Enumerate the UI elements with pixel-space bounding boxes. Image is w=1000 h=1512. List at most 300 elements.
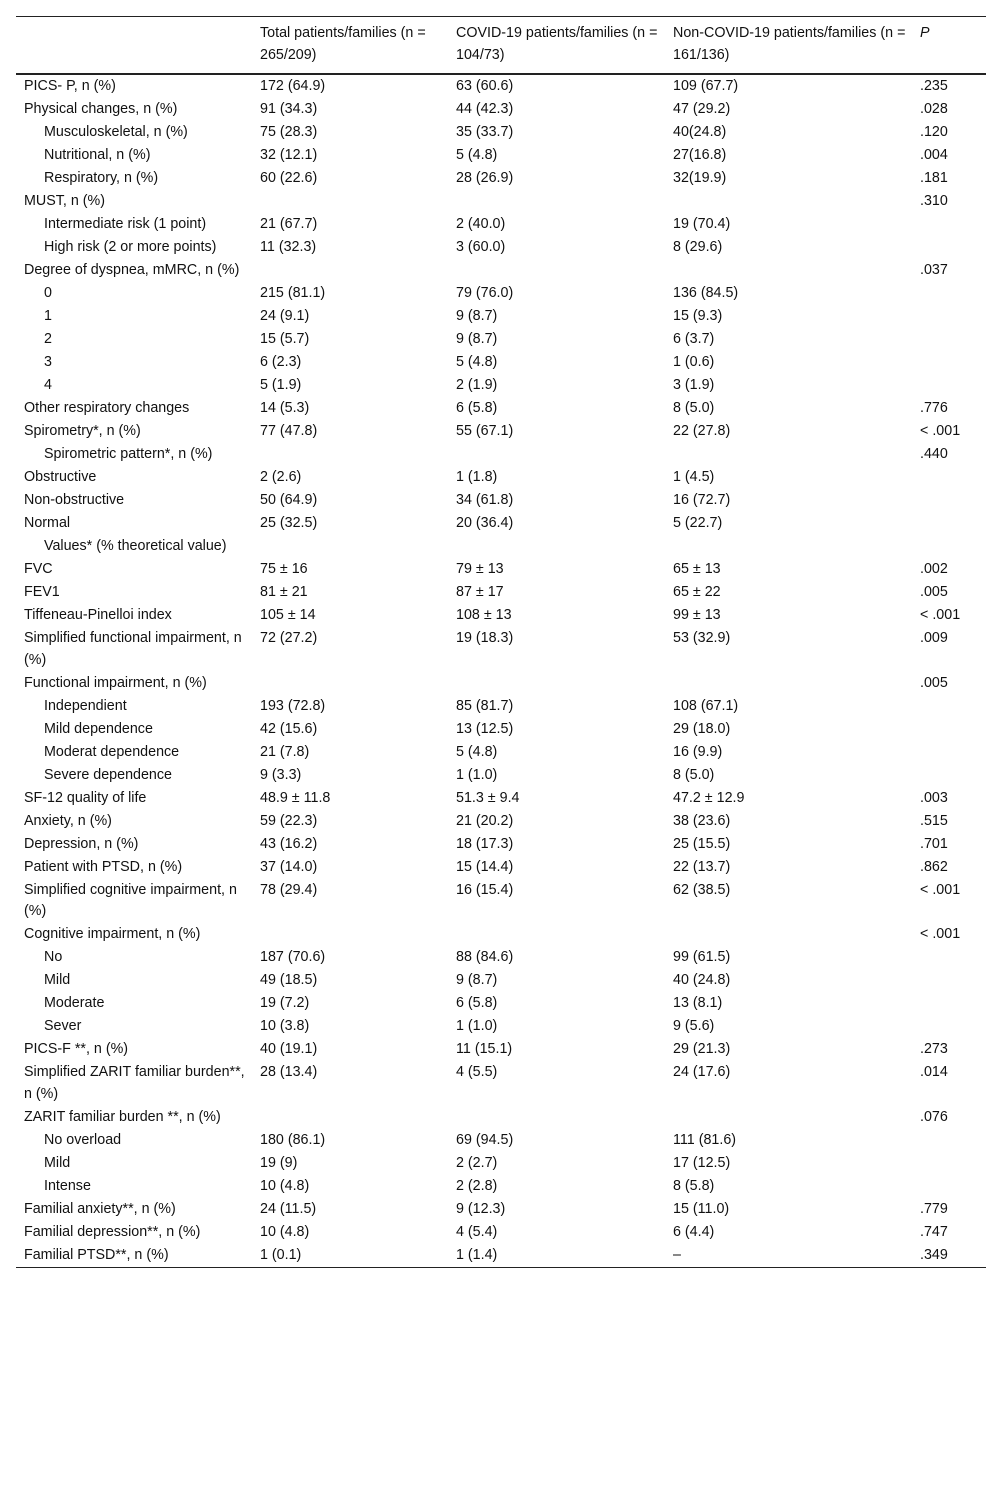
- cell-noncovid: 6 (3.7): [673, 331, 715, 347]
- cell-p-value: .515: [920, 812, 948, 829]
- row-label-text: Values* (% theoretical value): [44, 538, 227, 554]
- row-label: Anxiety, n (%): [24, 812, 112, 829]
- cell-p-value: < .001: [920, 607, 961, 623]
- cell-covid: 21 (20.2): [456, 812, 514, 829]
- cell-total: 75 (28.3): [260, 124, 318, 140]
- cell-total: 48.9 ± 11.8: [260, 789, 331, 806]
- row-label: Simplified cognitive impairment, n (%): [24, 881, 237, 919]
- table-row: [16, 1061, 986, 1106]
- cell-covid: 1 (1.4): [456, 1246, 498, 1263]
- cell-noncovid: 8 (29.6): [673, 239, 723, 255]
- table-row: [16, 581, 986, 604]
- cell-noncovid: 17 (12.5): [673, 1154, 731, 1171]
- cell-total: [252, 535, 448, 558]
- row-label-text: Spirometric pattern*, n (%): [44, 446, 213, 462]
- row-label: [16, 1129, 252, 1152]
- cell-covid: [448, 1106, 665, 1129]
- cell-noncovid: 27(16.8): [673, 147, 727, 163]
- table-row: [16, 1106, 986, 1129]
- row-label-text: Sever: [44, 1018, 82, 1034]
- row-label: [16, 167, 252, 190]
- cell-noncovid: 53 (32.9): [673, 630, 731, 646]
- cell-covid: 28 (26.9): [456, 170, 514, 186]
- cell-noncovid: 22 (13.7): [673, 858, 731, 875]
- cell-covid: 9 (8.7): [456, 308, 498, 324]
- row-label: [16, 374, 252, 397]
- cell-p-value: .076: [920, 1108, 948, 1125]
- row-label-text: Mild dependence: [44, 720, 153, 737]
- row-label: FEV1: [24, 584, 60, 600]
- cell-noncovid: 29 (21.3): [673, 1041, 731, 1057]
- cell-p-value: .120: [920, 124, 948, 140]
- table-row: [16, 512, 986, 535]
- table-row: [16, 833, 986, 856]
- cell-p-value: .005: [920, 584, 948, 600]
- row-label: Patient with PTSD, n (%): [24, 858, 183, 875]
- cell-total: 10 (4.8): [260, 1223, 310, 1240]
- cell-total: 40 (19.1): [260, 1041, 318, 1057]
- cell-covid: 1 (1.0): [456, 766, 498, 783]
- cell-covid: 69 (94.5): [456, 1131, 514, 1148]
- cell-covid: 44 (42.3): [456, 101, 514, 117]
- cell-total: 10 (4.8): [260, 1177, 310, 1194]
- table-row: [16, 672, 986, 695]
- row-label: [16, 236, 252, 259]
- cell-covid: 15 (14.4): [456, 858, 514, 875]
- row-label: [16, 1175, 252, 1198]
- cell-noncovid: 62 (38.5): [673, 881, 731, 898]
- cell-noncovid: [665, 443, 912, 466]
- row-label: Spirometry*, n (%): [24, 423, 141, 439]
- table-row: [16, 74, 986, 98]
- cell-covid: 2 (2.7): [456, 1154, 498, 1171]
- cell-p-value: [912, 1175, 986, 1198]
- row-label: Simplified functional impairment, n (%): [24, 630, 242, 668]
- cell-p-value: .002: [920, 561, 948, 577]
- row-label: [16, 718, 252, 741]
- cell-noncovid: 109 (67.7): [673, 78, 739, 94]
- cell-covid: 79 (76.0): [456, 285, 514, 301]
- row-label: FVC: [24, 561, 53, 577]
- table-row: [16, 1152, 986, 1175]
- row-label-text: 1: [44, 308, 52, 324]
- row-label-text: Respiratory, n (%): [44, 170, 159, 186]
- table-row: [16, 992, 986, 1015]
- table-row: [16, 397, 986, 420]
- cell-covid: 4 (5.4): [456, 1223, 498, 1240]
- row-label: Familial PTSD**, n (%): [24, 1246, 169, 1263]
- row-label: Familial anxiety**, n (%): [24, 1200, 176, 1217]
- row-label-text: Musculoskeletal, n (%): [44, 124, 188, 140]
- cell-noncovid: 1 (0.6): [673, 354, 715, 370]
- cell-covid: [448, 190, 665, 213]
- cell-p-value: .862: [920, 858, 948, 875]
- row-label-text: Intermediate risk (1 point): [44, 216, 207, 232]
- cell-total: 9 (3.3): [260, 766, 302, 783]
- cell-noncovid: 111 (81.6): [673, 1131, 737, 1148]
- row-label-text: Mild: [44, 972, 71, 988]
- row-label: Physical changes, n (%): [24, 101, 178, 117]
- cell-noncovid: [665, 923, 912, 946]
- row-label: [16, 351, 252, 374]
- row-label: Degree of dyspnea, mMRC, n (%): [24, 262, 240, 278]
- row-label-text: High risk (2 or more points): [44, 239, 217, 255]
- cell-total: 180 (86.1): [260, 1131, 326, 1148]
- cell-p-value: [912, 969, 986, 992]
- cell-total: 28 (13.4): [260, 1064, 318, 1080]
- cell-total: 60 (22.6): [260, 170, 318, 186]
- cell-noncovid: 8 (5.0): [673, 766, 715, 783]
- header-total: Total patients/families (n = 265/209): [260, 25, 426, 63]
- cell-covid: 5 (4.8): [456, 147, 498, 163]
- cell-covid: 88 (84.6): [456, 949, 514, 965]
- cell-p-value: [912, 213, 986, 236]
- row-label-text: No overload: [44, 1131, 122, 1148]
- row-label: ZARIT familiar burden **, n (%): [24, 1108, 221, 1125]
- cell-covid: 4 (5.5): [456, 1064, 498, 1080]
- row-label: Simplified ZARIT familiar burden**, n (%): [24, 1064, 245, 1102]
- cell-covid: 108 ± 13: [456, 607, 512, 623]
- row-label: Familial depression**, n (%): [24, 1223, 201, 1240]
- header-row: [16, 17, 986, 75]
- table-row: [16, 98, 986, 121]
- table-row: [16, 489, 986, 512]
- cell-covid: 34 (61.8): [456, 492, 514, 508]
- table-row: [16, 535, 986, 558]
- cell-noncovid: 136 (84.5): [673, 285, 739, 301]
- cell-noncovid: 15 (9.3): [673, 308, 723, 324]
- cell-p-value: .235: [920, 78, 948, 94]
- cell-p-value: .310: [920, 193, 948, 209]
- row-label: [16, 213, 252, 236]
- table-row: [16, 236, 986, 259]
- cell-noncovid: –: [673, 1246, 681, 1263]
- cell-total: 49 (18.5): [260, 972, 318, 988]
- table-row: [16, 764, 986, 787]
- cell-noncovid: 5 (22.7): [673, 515, 723, 531]
- cell-covid: 9 (8.7): [456, 331, 498, 347]
- row-label-text: 4: [44, 377, 52, 393]
- cell-noncovid: 38 (23.6): [673, 812, 731, 829]
- table-row: [16, 1175, 986, 1198]
- cell-covid: 51.3 ± 9.4: [456, 789, 520, 806]
- cell-total: 77 (47.8): [260, 423, 318, 439]
- row-label: [16, 1015, 252, 1038]
- cell-covid: 6 (5.8): [456, 400, 498, 416]
- row-label: [16, 764, 252, 787]
- cell-noncovid: 1 (4.5): [673, 469, 715, 485]
- row-label: [16, 946, 252, 969]
- row-label-text: Moderate: [44, 995, 105, 1011]
- cell-p-value: .440: [920, 446, 948, 462]
- row-label-text: Severe dependence: [44, 766, 172, 783]
- row-label: [16, 305, 252, 328]
- cell-p-value: [912, 282, 986, 305]
- cell-noncovid: 40 (24.8): [673, 972, 731, 988]
- table-row: [16, 374, 986, 397]
- cell-p-value: .776: [920, 400, 948, 416]
- table-row: [16, 695, 986, 718]
- cell-noncovid: 40(24.8): [673, 124, 727, 140]
- cell-covid: 79 ± 13: [456, 561, 504, 577]
- cell-covid: 1 (1.0): [456, 1018, 498, 1034]
- row-label-text: 2: [44, 331, 52, 347]
- cell-p-value: [912, 351, 986, 374]
- row-label: [16, 443, 252, 466]
- cell-total: 81 ± 21: [260, 584, 308, 600]
- cell-total: 21 (7.8): [260, 743, 310, 760]
- cell-covid: 2 (2.8): [456, 1177, 498, 1194]
- cell-noncovid: 15 (11.0): [673, 1200, 730, 1217]
- cell-covid: [448, 923, 665, 946]
- row-label: [16, 144, 252, 167]
- cell-noncovid: 65 ± 13: [673, 561, 721, 577]
- cell-covid: 1 (1.8): [456, 469, 498, 485]
- cell-noncovid: 108 (67.1): [673, 697, 739, 714]
- cell-noncovid: 22 (27.8): [673, 423, 731, 439]
- cell-noncovid: 47 (29.2): [673, 101, 731, 117]
- cell-p-value: .273: [920, 1041, 948, 1057]
- cell-noncovid: 65 ± 22: [673, 584, 721, 600]
- cell-covid: [448, 443, 665, 466]
- cell-p-value: [912, 1152, 986, 1175]
- header-variable: [16, 17, 252, 75]
- row-label: [16, 992, 252, 1015]
- cell-total: [252, 923, 448, 946]
- cell-covid: 5 (4.8): [456, 354, 498, 370]
- cell-p-value: .349: [920, 1246, 948, 1263]
- row-label: Cognitive impairment, n (%): [24, 926, 201, 942]
- cell-noncovid: 8 (5.8): [673, 1177, 715, 1194]
- row-label: MUST, n (%): [24, 193, 106, 209]
- table-row: [16, 305, 986, 328]
- cell-p-value: [912, 236, 986, 259]
- cell-p-value: [912, 764, 986, 787]
- cell-total: 15 (5.7): [260, 331, 310, 347]
- cell-total: 50 (64.9): [260, 492, 318, 508]
- row-label-text: 3: [44, 354, 52, 370]
- cell-total: 25 (32.5): [260, 515, 318, 531]
- row-label: [16, 695, 252, 718]
- cell-covid: 5 (4.8): [456, 743, 498, 760]
- cell-p-value: .009: [920, 630, 948, 646]
- results-table-container: [16, 16, 986, 1268]
- row-label: Non-obstructive: [24, 492, 125, 508]
- cell-total: 6 (2.3): [260, 354, 302, 370]
- cell-noncovid: 16 (9.9): [673, 743, 723, 760]
- cell-total: 37 (14.0): [260, 858, 318, 875]
- cell-p-value: .747: [920, 1223, 948, 1240]
- cell-p-value: [912, 466, 986, 489]
- cell-p-value: [912, 489, 986, 512]
- cell-p-value: [912, 1129, 986, 1152]
- cell-total: [252, 672, 448, 695]
- table-row: [16, 1221, 986, 1244]
- cell-covid: 55 (67.1): [456, 423, 514, 439]
- cell-total: 78 (29.4): [260, 881, 318, 898]
- cell-covid: 87 ± 17: [456, 584, 504, 600]
- table-row: [16, 923, 986, 946]
- cell-noncovid: 13 (8.1): [673, 995, 723, 1011]
- row-label: [16, 535, 252, 558]
- table-row: [16, 1038, 986, 1061]
- cell-noncovid: 99 (61.5): [673, 949, 731, 965]
- table-row: [16, 1129, 986, 1152]
- cell-covid: 9 (12.3): [456, 1200, 506, 1217]
- table-row: [16, 1244, 986, 1268]
- cell-total: 42 (15.6): [260, 720, 318, 737]
- table-row: [16, 741, 986, 764]
- cell-noncovid: 3 (1.9): [673, 377, 715, 393]
- cell-p-value: .181: [920, 170, 948, 186]
- row-label: Obstructive: [24, 469, 97, 485]
- cell-covid: 6 (5.8): [456, 995, 498, 1011]
- cell-total: 24 (9.1): [260, 308, 310, 324]
- table-row: [16, 443, 986, 466]
- table-row: [16, 1015, 986, 1038]
- cell-total: [252, 1106, 448, 1129]
- cell-p-value: .014: [920, 1064, 948, 1080]
- cell-total: 19 (7.2): [260, 995, 310, 1011]
- cell-total: 5 (1.9): [260, 377, 302, 393]
- row-label: Functional impairment, n (%): [24, 674, 207, 691]
- cell-total: 24 (11.5): [260, 1200, 317, 1217]
- row-label: [16, 1152, 252, 1175]
- row-label: Other respiratory changes: [24, 400, 190, 416]
- table-row: [16, 167, 986, 190]
- cell-total: 19 (9): [260, 1154, 298, 1171]
- table-header: [16, 17, 986, 75]
- cell-p-value: .037: [920, 262, 948, 278]
- table-row: [16, 718, 986, 741]
- cell-covid: 63 (60.6): [456, 78, 514, 94]
- cell-p-value: [912, 992, 986, 1015]
- cell-noncovid: 9 (5.6): [673, 1018, 715, 1034]
- table-row: [16, 259, 986, 282]
- row-label-text: No: [44, 949, 63, 965]
- cell-p-value: .004: [920, 147, 948, 163]
- cell-total: 1 (0.1): [260, 1246, 302, 1263]
- table-row: [16, 282, 986, 305]
- cell-total: 72 (27.2): [260, 630, 318, 646]
- header-noncovid: Non-COVID-19 patients/families (n = 161/136): [673, 25, 906, 63]
- table-row: [16, 810, 986, 833]
- row-label: [16, 328, 252, 351]
- cell-p-value: .005: [920, 674, 948, 691]
- table-row: [16, 466, 986, 489]
- cell-noncovid: 8 (5.0): [673, 400, 715, 416]
- table-row: [16, 856, 986, 879]
- row-label: Depression, n (%): [24, 835, 139, 852]
- cell-total: 215 (81.1): [260, 285, 326, 301]
- cell-total: 32 (12.1): [260, 147, 318, 163]
- table-row: [16, 328, 986, 351]
- cell-total: [252, 190, 448, 213]
- table-row: [16, 190, 986, 213]
- cell-p-value: [912, 512, 986, 535]
- cell-covid: [448, 259, 665, 282]
- cell-total: 91 (34.3): [260, 101, 318, 117]
- row-label: [16, 741, 252, 764]
- cell-p-value: [912, 946, 986, 969]
- cell-p-value: [912, 718, 986, 741]
- row-label: Normal: [24, 515, 71, 531]
- cell-covid: 16 (15.4): [456, 881, 514, 898]
- cell-covid: 35 (33.7): [456, 124, 514, 140]
- cell-p-value: < .001: [920, 423, 961, 439]
- table-row: [16, 787, 986, 810]
- table-row: [16, 121, 986, 144]
- table-row: [16, 1198, 986, 1221]
- table-row: [16, 604, 986, 627]
- cell-noncovid: 47.2 ± 12.9: [673, 789, 745, 806]
- cell-noncovid: 99 ± 13: [673, 607, 721, 623]
- cell-total: 21 (67.7): [260, 216, 318, 232]
- cell-total: 187 (70.6): [260, 949, 326, 965]
- row-label-text: Intense: [44, 1177, 91, 1194]
- cell-total: 172 (64.9): [260, 78, 326, 94]
- cell-total: 14 (5.3): [260, 400, 310, 416]
- table-row: [16, 558, 986, 581]
- row-label: [16, 969, 252, 992]
- cell-total: 75 ± 16: [260, 561, 308, 577]
- row-label-text: 0: [44, 285, 52, 301]
- cell-total: [252, 259, 448, 282]
- cell-noncovid: 32(19.9): [673, 170, 727, 186]
- header-covid: COVID-19 patients/families (n = 104/73): [456, 25, 658, 63]
- table-row: [16, 946, 986, 969]
- cell-p-value: .701: [920, 835, 948, 852]
- cell-covid: 11 (15.1): [456, 1041, 513, 1057]
- cell-noncovid: 19 (70.4): [673, 216, 731, 232]
- cell-covid: 2 (40.0): [456, 216, 506, 232]
- cell-p-value: [912, 1015, 986, 1038]
- cell-covid: 19 (18.3): [456, 630, 514, 646]
- row-label-text: Mild: [44, 1154, 71, 1171]
- row-label-text: Moderat dependence: [44, 743, 180, 760]
- cell-noncovid: 6 (4.4): [673, 1223, 715, 1240]
- cell-total: [252, 443, 448, 466]
- cell-p-value: [912, 374, 986, 397]
- cell-total: 105 ± 14: [260, 607, 316, 623]
- table-row: [16, 213, 986, 236]
- row-label: Tiffeneau-Pinelloi index: [24, 607, 172, 623]
- header-p-value: P: [920, 25, 930, 41]
- cell-covid: 18 (17.3): [456, 835, 514, 852]
- cell-p-value: .028: [920, 101, 948, 117]
- results-table: [16, 16, 986, 1268]
- table-row: [16, 627, 986, 672]
- cell-p-value: .779: [920, 1200, 948, 1217]
- cell-p-value: [912, 328, 986, 351]
- cell-p-value: .003: [920, 789, 948, 806]
- cell-noncovid: 25 (15.5): [673, 835, 731, 852]
- cell-p-value: [912, 695, 986, 718]
- table-row: [16, 351, 986, 374]
- row-label: [16, 121, 252, 144]
- table-row: [16, 879, 986, 924]
- row-label: PICS-F **, n (%): [24, 1041, 129, 1057]
- cell-p-value: < .001: [920, 881, 961, 898]
- row-label-text: Independient: [44, 697, 127, 714]
- cell-total: 43 (16.2): [260, 835, 318, 852]
- cell-noncovid: [665, 672, 912, 695]
- row-label: [16, 282, 252, 305]
- cell-total: 11 (32.3): [260, 239, 317, 255]
- cell-p-value: [912, 741, 986, 764]
- cell-noncovid: 24 (17.6): [673, 1064, 731, 1080]
- cell-covid: 3 (60.0): [456, 239, 506, 255]
